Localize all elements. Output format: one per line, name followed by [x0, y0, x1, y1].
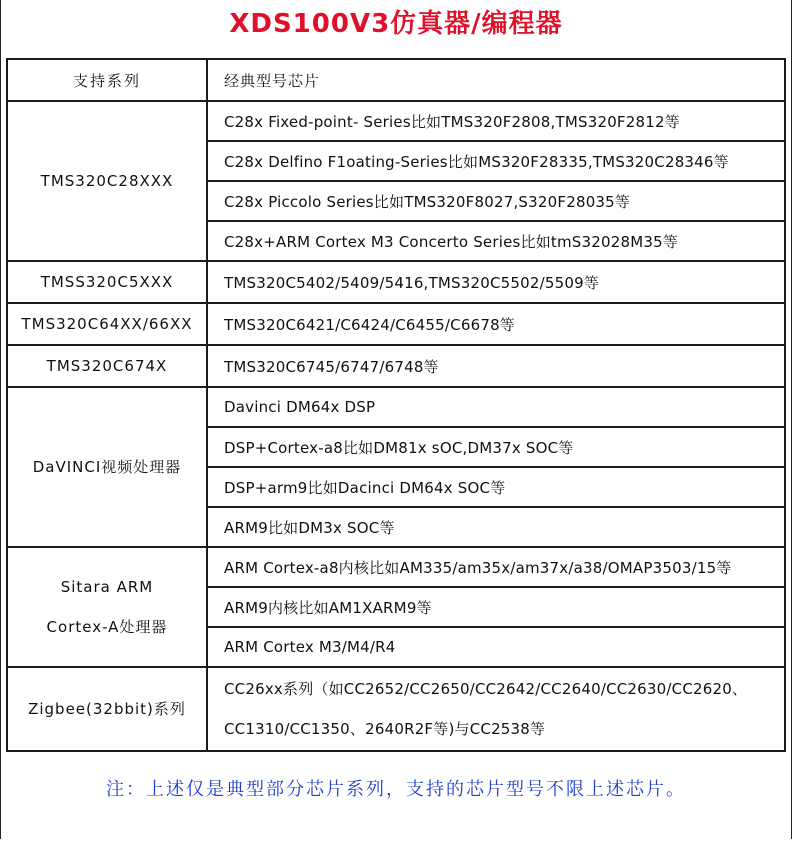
model-cell: CC26xx系列（如CC2652/CC2650/CC2642/CC2640/CC2630/CC2620、CC1310/CC1350、2640R2F等)与CC2538等 — [207, 667, 785, 751]
family-zigbee: Zigbee(32bbit)系列 — [7, 667, 207, 751]
model-cell: TMS320C6421/C6424/C6455/C6678等 — [207, 303, 785, 345]
family-tmss320c5xxx: TMSS320C5XXX — [7, 261, 207, 303]
model-cell: TMS320C6745/6747/6748等 — [207, 345, 785, 387]
family-sitara-line2: Cortex-A处理器 — [46, 618, 168, 636]
table-row — [7, 303, 785, 345]
table-row — [7, 101, 785, 141]
table-row — [7, 261, 785, 303]
model-cell: ARM Cortex-a8内核比如AM335/am35x/am37x/a38/OMAP3503/15等 — [207, 547, 785, 587]
model-cell: ARM9内核比如AM1XARM9等 — [207, 587, 785, 627]
page-title: XDS100V3仿真器/编程器 — [229, 9, 563, 39]
model-cell: C28x Piccolo Series比如TMS320F8027,S320F28035等 — [207, 181, 785, 221]
family-tms320c674x: TMS320C674X — [7, 345, 207, 387]
chip-support-table — [6, 58, 786, 752]
model-cell: TMS320C5402/5409/5416,TMS320C5502/5509等 — [207, 261, 785, 303]
footnote: 注：上述仅是典型部分芯片系列，支持的芯片型号不限上述芯片。 — [106, 779, 686, 800]
model-cell: ARM Cortex M3/M4/R4 — [207, 627, 785, 667]
family-tms320c28xxx: TMS320C28XXX — [7, 101, 207, 261]
family-sitara — [7, 547, 207, 667]
table-row — [7, 387, 785, 427]
table-row — [7, 345, 785, 387]
model-cell: DSP+Cortex-a8比如DM81x sOC,DM37x SOC等 — [207, 427, 785, 467]
table-header-row — [7, 59, 785, 101]
model-cell: Davinci DM64x DSP — [207, 387, 785, 427]
family-tms320c64xx: TMS320C64XX/66XX — [7, 303, 207, 345]
header-supported-series: 支持系列 — [7, 59, 207, 101]
model-cell: C28x+ARM Cortex M3 Concerto Series比如tmS32028M35等 — [207, 221, 785, 261]
table-row — [7, 667, 785, 751]
table-row — [7, 547, 785, 587]
header-typical-models: 经典型号芯片 — [207, 59, 785, 101]
family-sitara-line1: Sitara ARM — [60, 578, 154, 596]
model-cell: C28x Fixed-point- Series比如TMS320F2808,TMS320F2812等 — [207, 101, 785, 141]
family-davinci: DaVINCI视频处理器 — [7, 387, 207, 547]
model-cell: ARM9比如DM3x SOC等 — [207, 507, 785, 547]
model-cell: DSP+arm9比如Dacinci DM64x SOC等 — [207, 467, 785, 507]
model-cell: C28x Delfino F1oating-Series比如MS320F28335,TMS320C28346等 — [207, 141, 785, 181]
